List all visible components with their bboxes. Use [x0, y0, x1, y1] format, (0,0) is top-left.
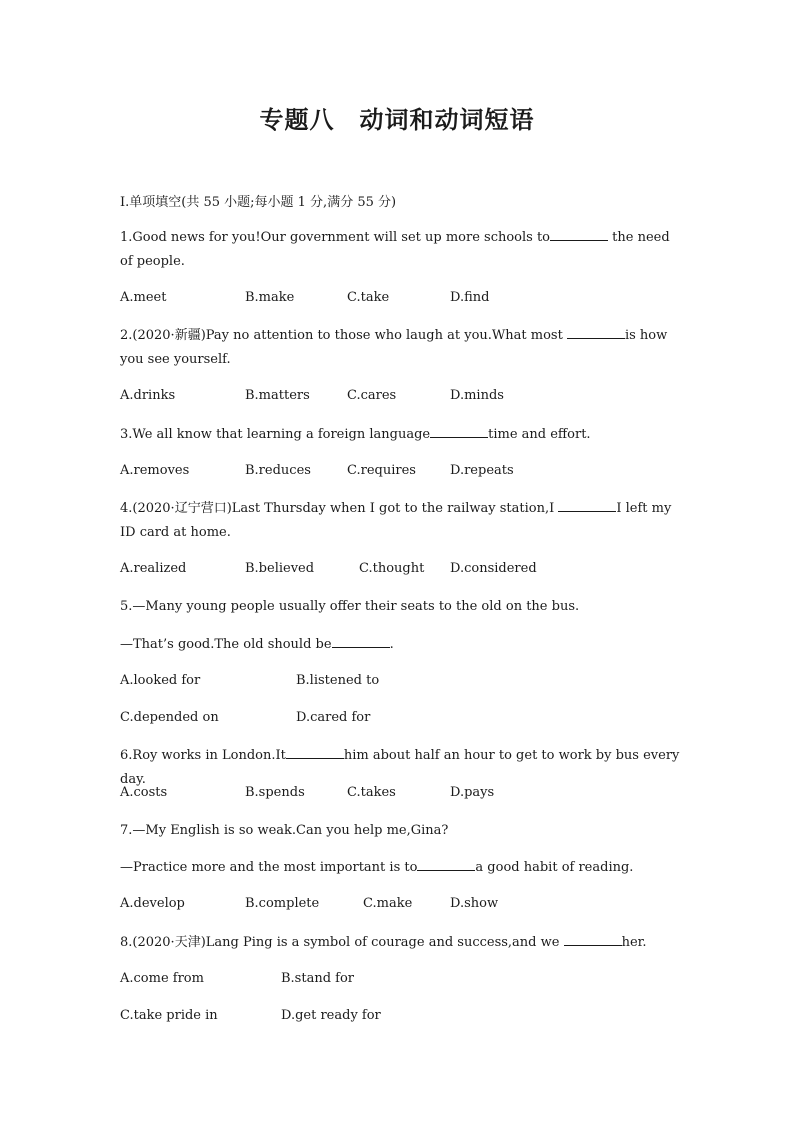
option-b: B.complete — [245, 896, 320, 911]
question-text-end: . — [389, 637, 394, 652]
options-2 — [120, 388, 680, 408]
question-text-end: her. — [621, 935, 647, 950]
option-d: D.minds — [450, 388, 504, 403]
options-8-row1 — [120, 971, 680, 991]
options-3 — [120, 463, 680, 483]
options-6 — [120, 785, 680, 805]
option-a: A.develop — [120, 896, 185, 911]
options-4 — [120, 561, 680, 581]
question-text: 3.We all know that learning a foreign language — [120, 427, 431, 442]
option-d: D.get ready for — [281, 1008, 381, 1023]
answer-blank — [550, 228, 608, 241]
question-text-end: him about half an hour to get to work by bus every day. — [120, 748, 680, 787]
option-a: A.come from — [120, 971, 204, 986]
answer-blank — [286, 746, 344, 759]
options-8-row2 — [120, 1008, 680, 1028]
option-b: B.spends — [245, 785, 305, 800]
question-text: 8.(2020·天津)Lang Ping is a symbol of courage and success,and we — [120, 935, 564, 950]
option-d: D.show — [450, 896, 499, 911]
option-b: B.make — [245, 290, 295, 305]
question-text: 6.Roy works in London.It — [120, 748, 286, 763]
question-text: 5.—Many young people usually offer their seats to the old on the bus. — [120, 599, 580, 614]
question-text: 1.Good news for you!Our government will set up more schools to — [120, 230, 551, 245]
option-d: D.pays — [450, 785, 495, 800]
answer-blank — [567, 326, 625, 339]
option-b: B.listened to — [296, 673, 380, 688]
option-d: D.considered — [450, 561, 537, 576]
option-c: C.requires — [347, 463, 416, 478]
option-b: B.stand for — [281, 971, 355, 986]
question-1 — [120, 226, 680, 274]
option-d: D.find — [450, 290, 490, 305]
option-c: C.take pride in — [120, 1008, 218, 1023]
answer-blank — [332, 635, 390, 648]
answer-blank — [417, 858, 475, 871]
option-d: D.cared for — [296, 710, 371, 725]
answer-blank — [430, 425, 488, 438]
section-heading: Ⅰ.单项填空(共 55 小题;每小题 1 分,满分 55 分) — [120, 195, 397, 210]
options-5-row1 — [120, 673, 680, 693]
option-b: B.matters — [245, 388, 310, 403]
option-c: C.cares — [347, 388, 397, 403]
question-8 — [120, 931, 680, 955]
question-text-end: I left my ID card at home. — [120, 501, 672, 540]
option-a: A.drinks — [120, 388, 176, 403]
option-b: B.reduces — [245, 463, 311, 478]
options-5-row2 — [120, 710, 680, 730]
question-text-end: a good habit of reading. — [475, 860, 634, 875]
option-c: C.depended on — [120, 710, 219, 725]
option-a: A.realized — [120, 561, 187, 576]
options-7 — [120, 896, 680, 916]
options-1 — [120, 290, 680, 310]
question-text: 2.(2020·新疆)Pay no attention to those who laugh at you.What most — [120, 328, 567, 343]
option-a: A.looked for — [120, 673, 201, 688]
question-4 — [120, 497, 680, 545]
option-c: C.takes — [347, 785, 396, 800]
option-b: B.believed — [245, 561, 315, 576]
question-text-end: time and effort. — [488, 427, 591, 442]
answer-blank — [564, 933, 622, 946]
question-5-reply — [120, 633, 680, 657]
option-a: A.removes — [120, 463, 190, 478]
question-text: —Practice more and the most important is to — [120, 860, 418, 875]
page-title: 专题八 动词和动词短语 — [259, 105, 535, 134]
option-a: A.costs — [120, 785, 168, 800]
question-text: 4.(2020·辽宁营口)Last Thursday when I got to the railway station,I — [120, 501, 559, 516]
question-7 — [120, 819, 680, 843]
answer-blank — [558, 499, 616, 512]
option-c: C.make — [363, 896, 413, 911]
option-c: C.thought — [359, 561, 425, 576]
question-3 — [120, 423, 680, 447]
question-5 — [120, 595, 680, 619]
question-text-end: the need of people. — [120, 230, 670, 269]
option-a: A.meet — [120, 290, 167, 305]
option-d: D.repeats — [450, 463, 514, 478]
question-2 — [120, 324, 680, 372]
option-c: C.take — [347, 290, 390, 305]
question-7-reply — [120, 856, 680, 880]
question-text-end: is how you see yourself. — [120, 328, 668, 367]
question-text: 7.—My English is so weak.Can you help me,Gina? — [120, 823, 449, 838]
question-text: —That’s good.The old should be — [120, 637, 332, 652]
